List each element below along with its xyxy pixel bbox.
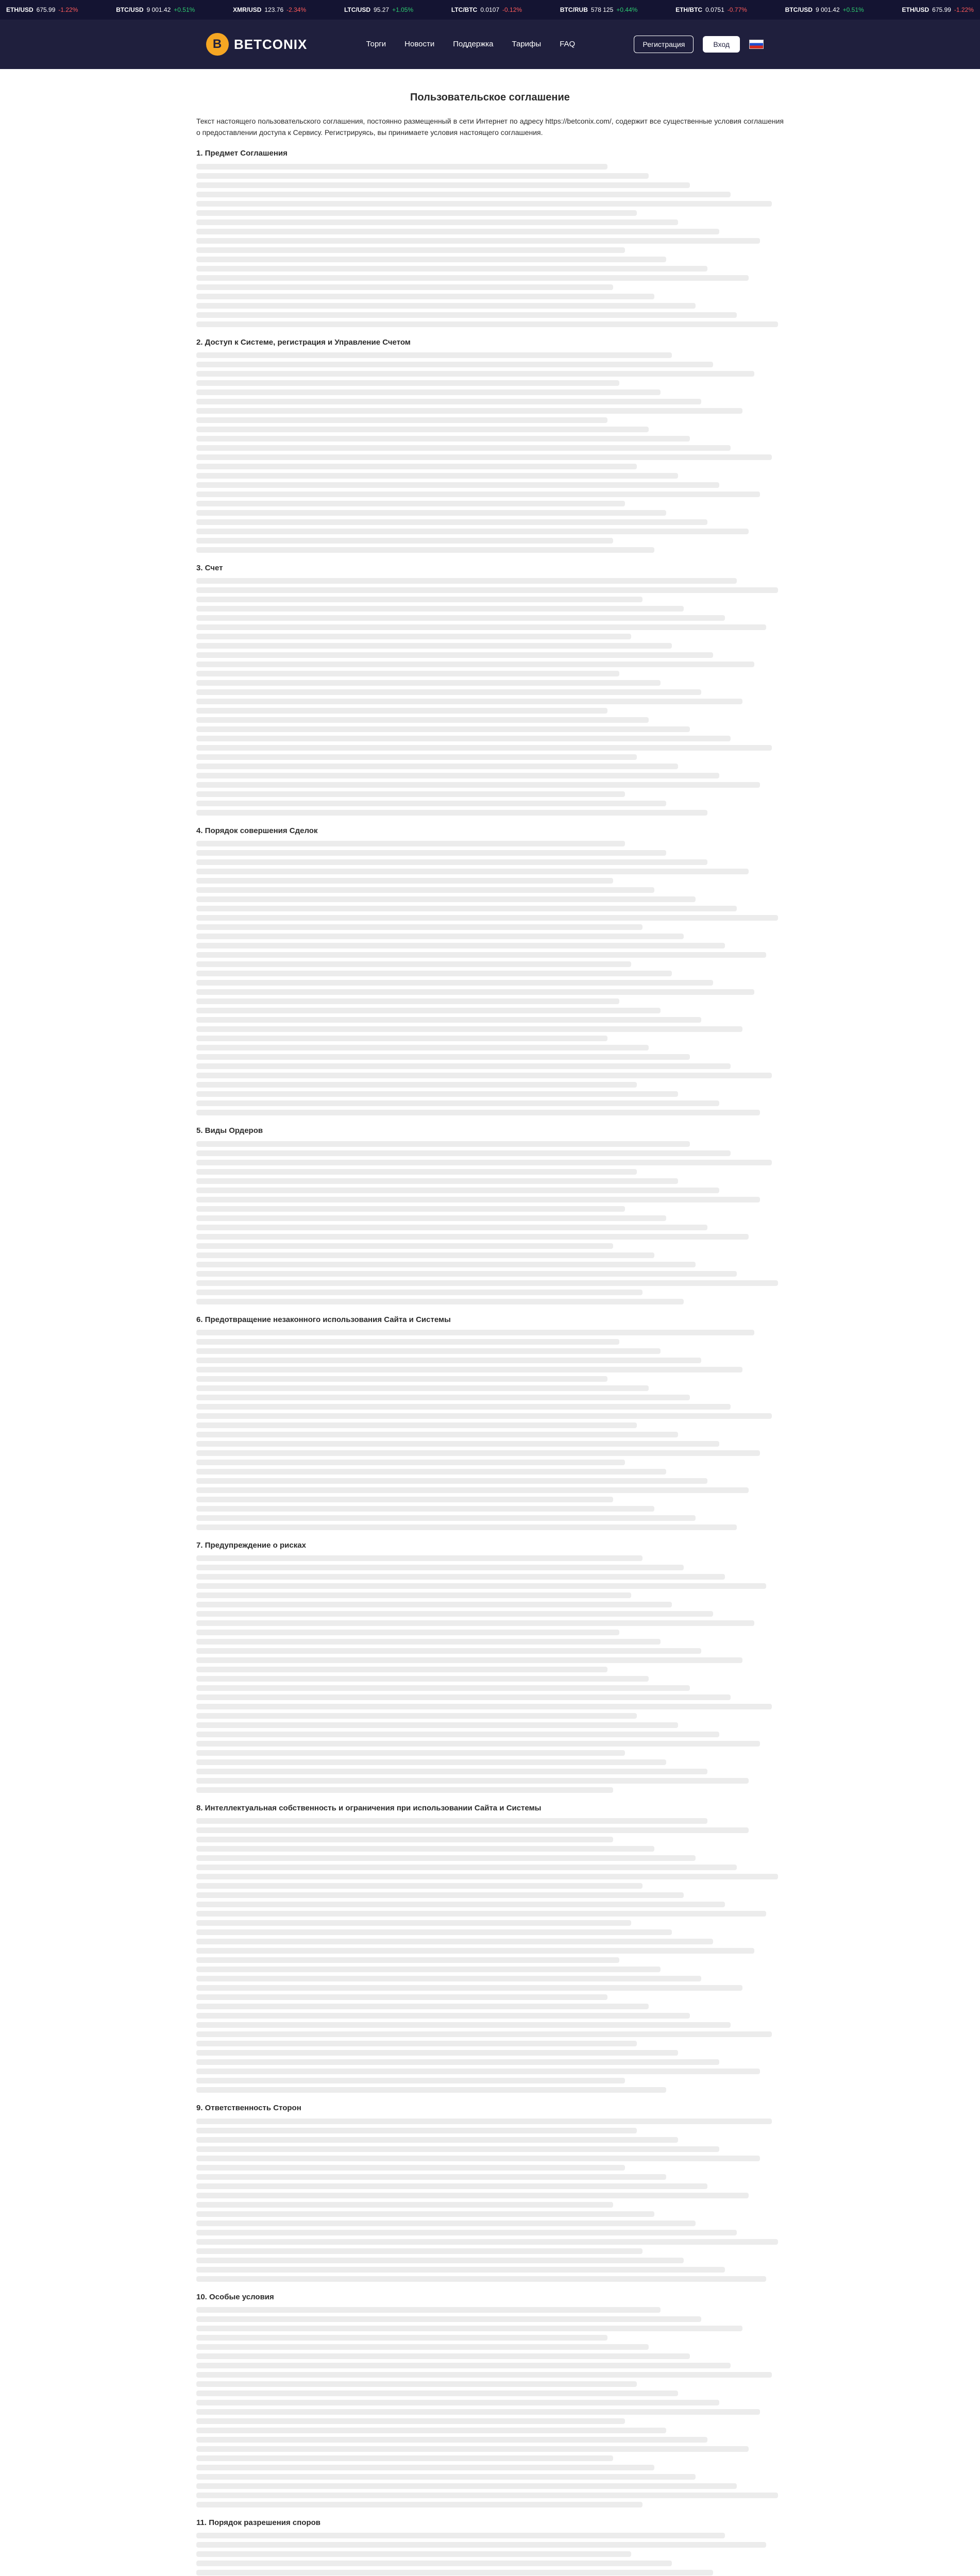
ticker-price: 0.0107 <box>480 6 500 13</box>
ticker-change: +1.05% <box>392 6 414 13</box>
ticker-item <box>344 5 413 15</box>
ticker-price: 123.76 <box>264 6 284 13</box>
ticker-item <box>451 5 522 15</box>
agreement-content <box>196 69 784 2576</box>
main-nav <box>366 38 576 50</box>
section-heading: 10. Особые условия <box>196 2292 274 2301</box>
ticker-pair: LTC/USD <box>344 6 371 13</box>
register-button[interactable]: Регистрация <box>634 36 694 53</box>
ticker-change: +0.44% <box>616 6 638 13</box>
login-button[interactable]: Вход <box>703 36 740 53</box>
section-heading: 2. Доступ к Системе, регистрация и Управление Счетом <box>196 337 411 347</box>
ticker-change: -0.12% <box>502 6 522 13</box>
ticker-pair: ETH/USD <box>902 6 930 13</box>
section-heading: 7. Предупреждение о рисках <box>196 1540 306 1550</box>
ticker-pair: ETH/USD <box>6 6 33 13</box>
logo[interactable] <box>206 33 307 56</box>
section-body <box>196 578 784 816</box>
section-heading: 6. Предотвращение незаконного использования Сайта и Системы <box>196 1315 451 1324</box>
ticker-change: +0.51% <box>842 6 864 13</box>
nav-news[interactable]: Новости <box>404 40 435 49</box>
ticker-change: -0.77% <box>727 6 747 13</box>
ticker-change: -1.22% <box>954 6 974 13</box>
nav-tariffs[interactable]: Тарифы <box>512 40 542 49</box>
ticker-item <box>785 5 864 15</box>
section-heading: 4. Порядок совершения Сделок <box>196 826 318 836</box>
section-body <box>196 1818 784 2093</box>
section-body <box>196 841 784 1115</box>
section-body <box>196 1330 784 1530</box>
ticker-price: 9 001.42 <box>815 6 840 13</box>
section-body <box>196 2533 784 2576</box>
ticker-item <box>675 5 747 15</box>
ticker-price: 675.99 <box>36 6 56 13</box>
ticker-pair: XMR/USD <box>233 6 262 13</box>
section-heading: 3. Счет <box>196 563 223 572</box>
ticker-change: -1.22% <box>58 6 78 13</box>
section-body <box>196 352 784 553</box>
ticker-pair: BTC/USD <box>116 6 144 13</box>
section-body <box>196 2119 784 2282</box>
ticker-item <box>902 5 973 15</box>
header <box>0 20 980 69</box>
logo-icon: B <box>206 33 229 56</box>
brand-name: BETCONIX <box>234 36 308 52</box>
section-heading: 5. Виды Ордеров <box>196 1126 263 1136</box>
ticker-price: 675.99 <box>932 6 951 13</box>
ticker-change: -2.34% <box>286 6 307 13</box>
section-body <box>196 164 784 327</box>
ticker-price: 9 001.42 <box>146 6 171 13</box>
section-body <box>196 1141 784 1304</box>
ticker-price: 95.27 <box>374 6 390 13</box>
section-body <box>196 2307 784 2507</box>
intro-paragraph: Текст настоящего пользовательского соглашения, постоянно размещенный в сети Интернет по адресу https://betconix.com/, содержит все существенные условия соглашения о предоставлении доступа к Сервису. Регистрируясь, вы принимаете условия настоящего соглашения. <box>196 117 784 137</box>
nav-trading[interactable]: Торги <box>366 40 386 49</box>
price-ticker <box>0 0 980 20</box>
section-heading: 11. Порядок разрешения споров <box>196 2518 321 2527</box>
ticker-pair: BTC/RUB <box>560 6 588 13</box>
section-heading: 9. Ответственность Сторон <box>196 2104 301 2113</box>
header-actions <box>634 36 764 53</box>
sections <box>196 147 784 2576</box>
page-title: Пользовательское соглашение <box>410 92 570 103</box>
ticker-price: 0.0751 <box>705 6 724 13</box>
section-heading: 1. Предмет Соглашения <box>196 149 288 158</box>
nav-faq[interactable]: FAQ <box>560 40 576 49</box>
ticker-change: +0.51% <box>174 6 195 13</box>
ticker-item <box>6 5 78 15</box>
nav-support[interactable]: Поддержка <box>453 40 494 49</box>
ticker-pair: BTC/USD <box>785 6 813 13</box>
ticker-item <box>233 5 306 15</box>
section-body <box>196 1555 784 1793</box>
section-heading: 8. Интеллектуальная собственность и ограничения при использовании Сайта и Системы <box>196 1804 542 1813</box>
ticker-item <box>116 5 195 15</box>
language-flag-icon[interactable] <box>749 40 764 49</box>
ticker-pair: ETH/BTC <box>675 6 703 13</box>
ticker-pair: LTC/BTC <box>451 6 478 13</box>
ticker-item <box>560 5 637 15</box>
ticker-price: 578 125 <box>590 6 614 13</box>
